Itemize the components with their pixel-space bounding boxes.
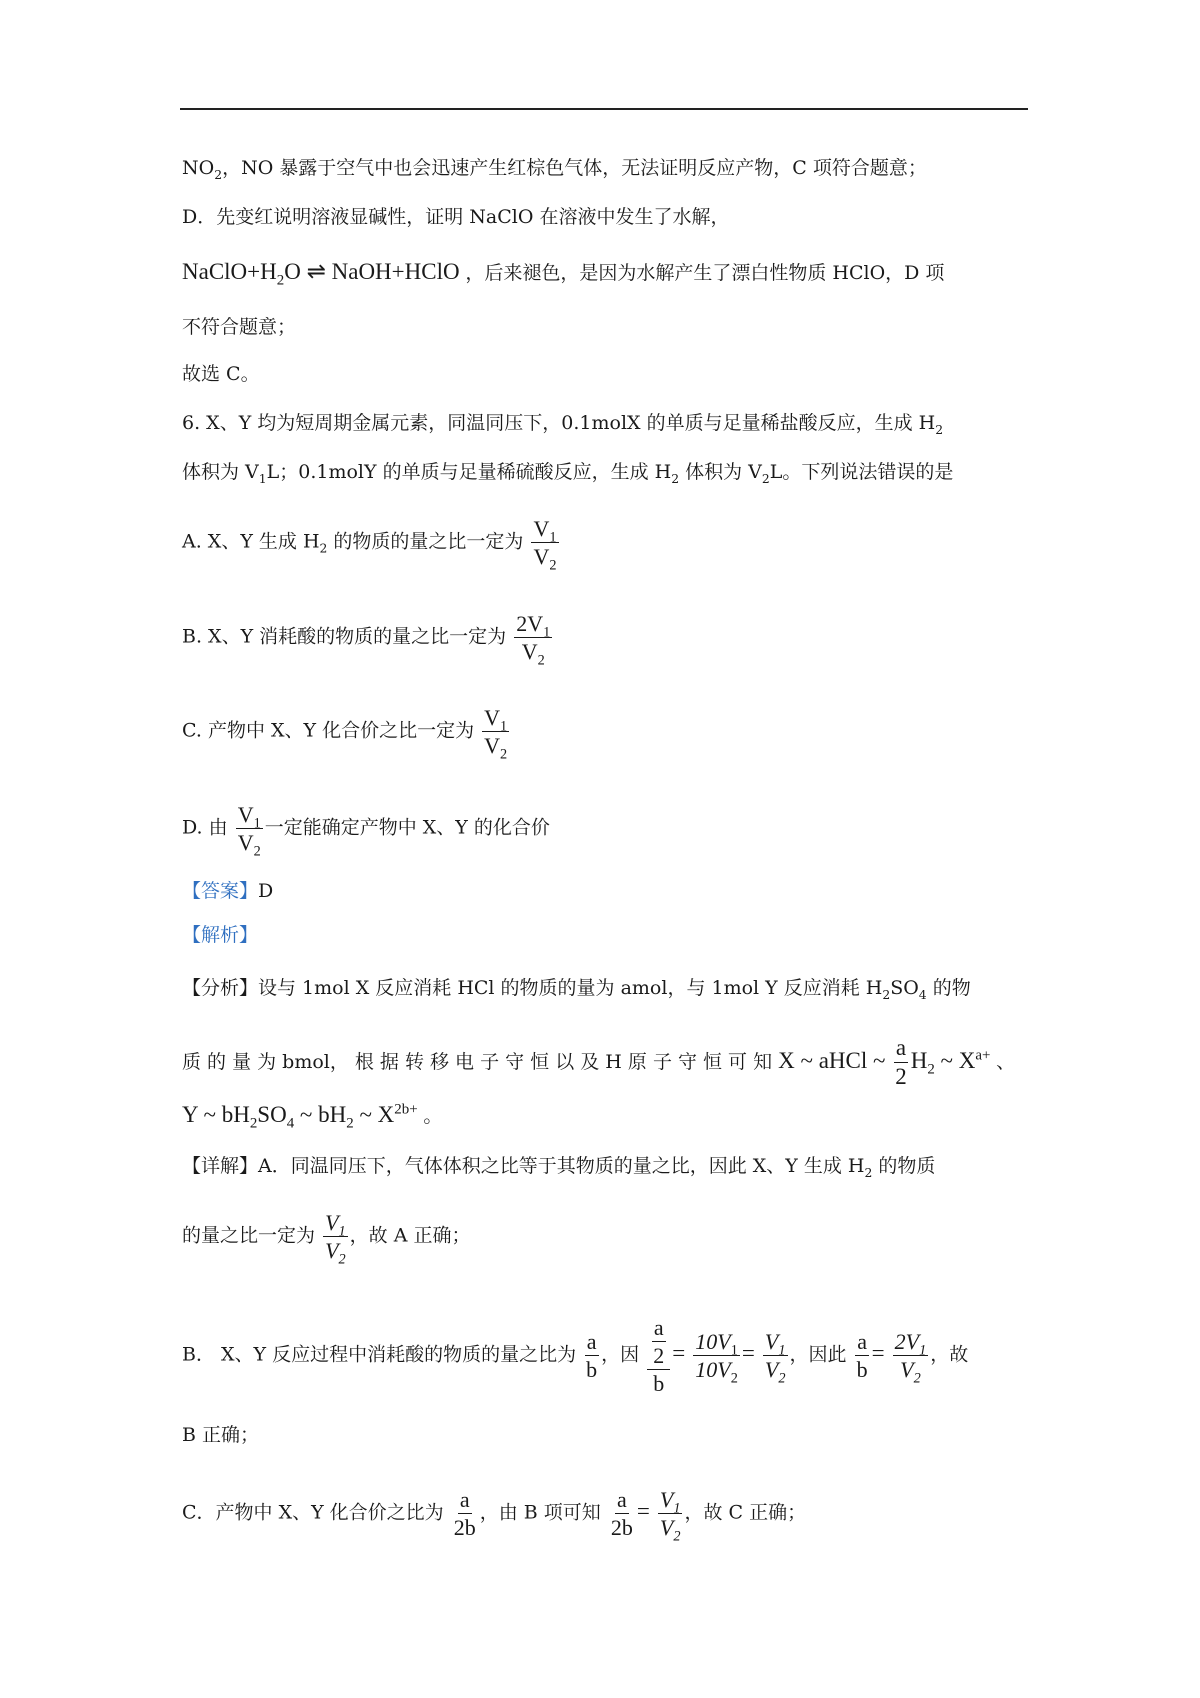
fenxi-line1: 【分析】设与 1mol X 反应消耗 HCl 的物质的量为 amol，与 1mol Y 反应消耗 $H_2SO_4$ 的物 (182, 977, 971, 1002)
option-d: D. 由 $\frac{V_1}{V_2}$ 一定能确定产物中 X、Y 的化合价 (182, 802, 550, 860)
fraction-a-2b: $\frac{a}{2b}$ (610, 1487, 633, 1541)
prev-d-line3: 不符合题意； (182, 316, 297, 338)
prev-d-line2: $NaClO+H_2O$ ⇌ NaOH+HClO ，后来褪色，是因为水解产生了漂白性物质 HClO，D 项 (182, 259, 945, 289)
option-c: C. 产物中 X、Y 化合价之比一定为 $\frac{V_1}{V_2}$ (182, 705, 508, 763)
xiangjie-a-line1: 【详解】A．同温同压下，气体体积之比等于其物质的量之比，因此 X、Y 生成 $H_2$ 的物质 (182, 1155, 936, 1180)
xiangjie-b-line1: B． X、Y 反应过程中消耗酸的物质的量之比为 $\frac{a}{b}$ ，因 $\frac{\frac{a}{2}}{b}$ = $\frac{10V_1}{10V_2}$ = $\frac{V_1}{V_2}$ ，因此 $\frac{a}{b}$ = $\frac{2V_1}{V_2}$ ，故 (182, 1315, 969, 1397)
fraction-10v1-10v2: $\frac{10V_1}{10V_2}$ (695, 1329, 738, 1387)
fraction-a-b: $\frac{a}{b}$ (586, 1329, 598, 1383)
fraction-v1-v2: $\frac{V_1}{V_2}$ (533, 516, 557, 574)
fraction-v1-v2-italic: $\frac{V_1}{V_2}$ (764, 1329, 786, 1387)
prev-c-line: $NO_2$，NO 暴露于空气中也会迅速产生红棕色气体，无法证明反应产物，C 项符合题意； (182, 157, 927, 182)
conservation-relation-x: X ~ aHCl ~ $\frac{a}{2}$ $H_2$ ~ $X^{a+}$ (778, 1035, 991, 1090)
option-b: B. X、Y 消耗酸的物质的量之比一定为 $\frac{2V_1}{V_2}$ (182, 611, 551, 669)
fenxi-line2: 质 的 量 为 bmol， 根 据 转 移 电 子 守 恒 以 及 H 原 子 守 恒 可 知 X ~ aHCl ~ $\frac{a}{2}$ $H_2$ ~ $X^{a+}$ 、 (182, 1035, 1016, 1090)
fraction-v1-v2: $\frac{V_1}{V_2}$ (237, 802, 261, 860)
header-rule (180, 108, 1028, 110)
fraction-a-2b: $\frac{a}{2b}$ (453, 1487, 476, 1541)
answer-line: 【答案】D (182, 880, 274, 902)
fraction-2v1-v2-italic: $\frac{2V_1}{V_2}$ (894, 1329, 927, 1387)
option-a: A. X、Y 生成 $H_2$ 的物质的量之比一定为 $\frac{V_1}{V_2}$ (182, 516, 557, 574)
fraction-v1-v2: $\frac{V_1}{V_2}$ (484, 705, 508, 763)
xiangjie-b-line2: B 正确； (182, 1424, 260, 1446)
fraction-a-over-2-over-b: $\frac{\frac{a}{2}}{b}$ (647, 1316, 670, 1395)
fraction-a-b: $\frac{a}{b}$ (856, 1329, 868, 1383)
conservation-relation-y: Y ~ $bH_2SO_4$ ~ $bH_2$ ~ $X^{2b+}$ (182, 1101, 418, 1132)
xiangjie-a-line2: 的量之比一定为 $\frac{V_1}{V_2}$ ，故 A 正确； (182, 1210, 471, 1268)
analysis-label: 【解析】 (182, 924, 259, 946)
fraction-v1-v2-italic: $\frac{V_1}{V_2}$ (659, 1487, 681, 1545)
hydrolysis-equation: $NaClO+H_2O$ ⇌ NaOH+HClO (182, 259, 460, 289)
fenxi-line3: Y ~ $bH_2SO_4$ ~ $bH_2$ ~ $X^{2b+}$ 。 (182, 1101, 443, 1132)
fraction-2v1-v2: $\frac{2V_1}{V_2}$ (516, 611, 551, 669)
xiangjie-c-line: C．产物中 X、Y 化合价之比为 $\frac{a}{2b}$ ，由 B 项可知 $\frac{a}{2b}$ = $\frac{V_1}{V_2}$ ，故 C 正确； (182, 1487, 807, 1545)
fraction-v1-v2-italic: $\frac{V_1}{V_2}$ (325, 1210, 346, 1268)
prev-conclusion: 故选 C。 (182, 363, 260, 385)
fraction-a-2: $\frac{a}{2}$ (895, 1035, 907, 1090)
prev-d-line1: D．先变红说明溶液显碱性，证明 NaClO 在溶液中发生了水解， (182, 206, 730, 228)
question-line1: 6. X、Y 均为短周期金属元素，同温同压下，0.1molX 的单质与足量稀盐酸反应，生成 $H_2$ (182, 412, 944, 437)
question-line2: 体积为 $V_1L$；0.1molY 的单质与足量稀硫酸反应，生成 $H_2$ 体积为 $V_2L$。下列说法错误的是 (182, 461, 954, 486)
